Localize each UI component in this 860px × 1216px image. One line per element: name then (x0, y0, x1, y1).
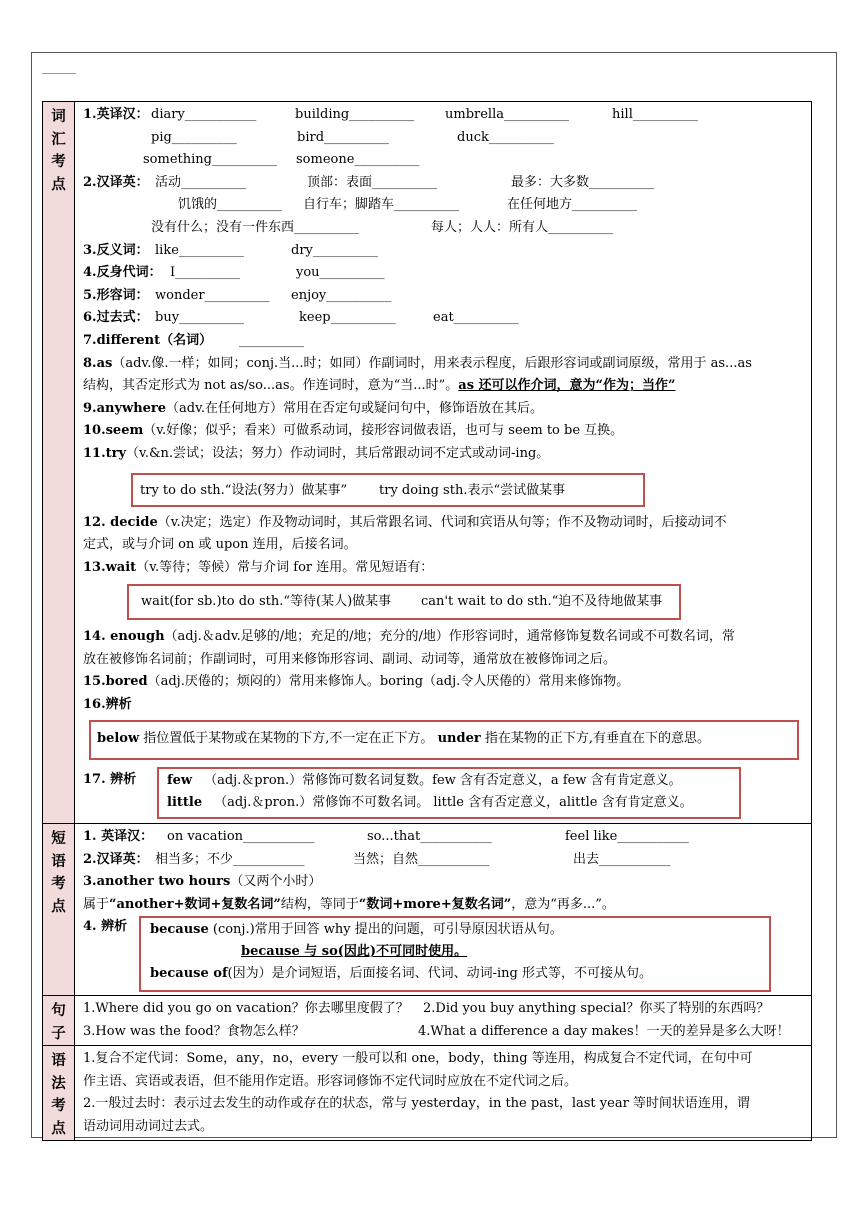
fill-blank: building__________ (295, 107, 415, 122)
box-text: try to do sth.“设法(努力）做某事” (140, 482, 348, 498)
box-text: can't wait to do sth.“迫不及待地做某事 (421, 594, 663, 610)
seem-line (83, 420, 811, 443)
header-mark (42, 73, 76, 74)
vocab-line-6 (83, 217, 811, 240)
item-text: 作主语、宾语或表语，但不能用作定语。形容词修饰不定代词时应放在不定代词之后。 (83, 1073, 578, 1089)
box-line (150, 963, 778, 985)
box-text: （adj.＆pron.）常修饰可数名词复数。few 含有否定意义，a few 含有肯定意义。 (204, 772, 682, 788)
fill-blank: 顶部：表面__________ (307, 174, 438, 190)
grammar-line-1 (83, 1048, 811, 1071)
item-heading: 14. enough (83, 629, 165, 645)
enough-line-1 (83, 626, 811, 649)
item-heading: 11.try (83, 445, 127, 461)
grammar-line-2 (83, 1071, 811, 1094)
item-text: 定式，或与介词 on 或 upon 连用，后接名词。 (83, 537, 357, 553)
item-heading: 5.形容词： (83, 287, 149, 303)
fill-blank: something__________ (143, 152, 277, 168)
bored-line (83, 671, 811, 694)
phrase-line-3 (83, 871, 811, 894)
fill-blank: umbrella__________ (445, 107, 569, 122)
label-char: 点 (51, 898, 66, 915)
decide-line-2 (83, 534, 811, 557)
emphasis-text: as 还可以作介词，意为“作为；当作” (458, 378, 676, 394)
item-heading: 3.反义词： (83, 242, 149, 258)
fill-blank: you__________ (296, 265, 385, 281)
label-char: 点 (51, 1120, 66, 1137)
item-16-line (83, 694, 811, 717)
item-text: （adj.＆adv.足够的/地；充足的/地；充分的/地）作形容词时，通常修饰复数名词或不可数名词，常 (164, 629, 735, 645)
box-keyword: few (167, 772, 193, 788)
fill-blank: 最多：大多数__________ (511, 174, 655, 190)
grammar-line-4 (83, 1116, 811, 1139)
box-text: (conj.)常用于回答 why 提出的问题，可引导原因状语从句。 (208, 922, 563, 938)
phrase-line-1 (83, 826, 811, 849)
emphasis-text: “数词+more+复数名词” (358, 896, 512, 912)
fill-blank: 饥饿的__________ (178, 197, 283, 213)
sentence-line-1 (83, 998, 811, 1021)
fill-blank: buy__________ (155, 310, 245, 326)
box-line (167, 770, 747, 792)
sentence-item: 4.What a difference a day makes！一天的差异是多么大呀！ (418, 1023, 790, 1039)
box-text: 指位置低于某物或在某物的下方,不一定在正下方。 (139, 730, 438, 746)
item-text: 属于 (83, 896, 110, 912)
fill-blank: bird__________ (297, 129, 390, 145)
item-heading: 12. decide (83, 514, 158, 530)
as-line-2 (83, 375, 811, 398)
label-char: 考 (51, 1098, 66, 1114)
item-heading: 8.as (83, 355, 113, 371)
sentence-item: 2.Did you buy anything special？你买了特别的东西吗？ (423, 1001, 770, 1016)
fill-blank: duck__________ (457, 129, 554, 145)
fill-blank: 自行车；脚踏车__________ (303, 197, 460, 213)
item-heading: 1.英译汉： (83, 107, 149, 122)
item-heading: 9.anywhere (83, 400, 167, 416)
item-text: （adv.在任何地方）常用在否定句或疑问句中，修饰语放在其后。 (166, 400, 544, 416)
fill-blank: hill__________ (612, 107, 698, 122)
item-text: 结构，其否定形式为 not as/so...as。作连词时，意为“当...时”。 (83, 378, 459, 394)
fill-blank: 相当多；不少___________ (155, 851, 305, 867)
vocab-line-8 (83, 262, 811, 285)
item-text: （v.等待；等候）常与介词 for 连用。常见短语有： (136, 559, 434, 575)
item-text: （v.&n.尝试；设法；努力）作动词时，其后常跟动词不定式或动词-ing。 (126, 445, 550, 461)
vocab-line-5 (83, 194, 811, 217)
phrase-item-4-block (83, 916, 811, 994)
item-heading: 16.辨析 (83, 697, 132, 713)
item-heading: 3.another two hours (83, 874, 231, 890)
box-line (129, 591, 679, 613)
item-heading: 4.反身代词： (83, 265, 162, 281)
fill-blank: enjoy__________ (291, 287, 392, 303)
anywhere-line (83, 398, 811, 421)
label-char: 语 (51, 1053, 66, 1069)
item-heading: 4. 辨析 (83, 919, 128, 935)
below-under-callout-box (89, 720, 799, 760)
item-text: ，意为“再多...”。 (511, 896, 615, 912)
vocab-line-4 (83, 172, 811, 195)
fill-blank: eat__________ (433, 310, 519, 326)
box-emphasis: because 与 so(因此)不可同时使用。 (241, 944, 468, 960)
item-text: 放在被修饰名词前；作副词时，可用来修饰形容词、副词、动词等，通常放在被修饰词之后。 (83, 651, 617, 667)
label-char: 汇 (51, 131, 66, 148)
item-text: （v.决定；选定）作及物动词时，其后常跟名词、代词和宾语从句等；作不及物动词时，后接动词不 (157, 514, 727, 530)
box-keyword: under (437, 730, 481, 746)
item-text: 语动词用动词过去式。 (83, 1118, 214, 1134)
fill-blank: 当然；自然___________ (353, 851, 490, 867)
label-char: 法 (51, 1075, 66, 1092)
phrase-line-4 (83, 894, 811, 917)
box-text: 指在某物的正下方,有垂直在下的意思。 (480, 730, 710, 746)
item-heading: 17. 辨析 (83, 771, 137, 787)
item-heading: 1. 英译汉： (83, 829, 154, 844)
as-line-1 (83, 353, 811, 376)
box-line (97, 728, 803, 750)
box-keyword: below (97, 730, 140, 746)
sentence-item: 1.Where did you go on vacation？你去哪里度假了？ (83, 1001, 409, 1016)
box-text: wait(for sb.)to do sth.“等待(某人)做某事 (141, 594, 392, 610)
vocab-line-3 (83, 149, 811, 172)
label-char: 句 (51, 1003, 66, 1019)
box-text: (因为）是介词短语，后面接名词、代词、动词-ing 形式等，不可接从句。 (227, 966, 652, 982)
item-heading: 15.bored (83, 674, 148, 690)
fill-blank: on vacation___________ (167, 829, 315, 844)
box-keyword: because of (150, 966, 228, 982)
item-text: （adv.像.一样；如同；conj.当...时；如同）作副词时，用来表示程度，后跟形容词或副词原级，常用于 as...as (112, 355, 752, 371)
box-line (133, 480, 643, 502)
wait-callout-box (127, 584, 681, 620)
item-heading: 2.汉译英： (83, 174, 149, 190)
fill-blank: diary___________ (151, 107, 257, 122)
box-text: try doing sth.表示“尝试做某事 (379, 482, 566, 498)
label-char: 子 (51, 1025, 66, 1042)
vocab-line-2 (83, 127, 811, 150)
fill-blank: so...that___________ (367, 829, 492, 844)
grammar-line-3 (83, 1093, 811, 1116)
label-char: 语 (51, 853, 66, 870)
item-text: （v.好像；似乎；看来）可做系动词，接形容词做表语，也可与 seem to be 互换。 (143, 423, 624, 439)
label-char: 短 (51, 831, 66, 847)
sentence-item: 3.How was the food？食物怎么样？ (83, 1023, 305, 1039)
fill-blank: feel like___________ (565, 829, 689, 844)
fill-blank: like__________ (155, 242, 244, 258)
vocab-content (75, 102, 812, 824)
item-heading: 13.wait (83, 559, 137, 575)
vocab-line-9 (83, 285, 811, 308)
phrase-content (75, 824, 812, 996)
item-text: （又两个小时） (230, 874, 322, 890)
item-text: （adj.厌倦的；烦闷的）常用来修饰人。boring（adj.令人厌倦的）常用来修饰物。 (147, 674, 630, 690)
box-line (150, 919, 778, 941)
because-callout-box (139, 916, 771, 992)
box-text: （adj.＆pron.）常修饰不可数名词。 little 含有否定意义，alittle 含有肯定意义。 (214, 794, 693, 810)
box-keyword: little (167, 794, 203, 810)
item-text: 2.一般过去时：表示过去发生的动作或存在的状态，常与 yesterday，in the past，last year 等时间状语连用，谓 (83, 1096, 750, 1112)
fill-blank: 没有什么；没有一件东西__________ (151, 219, 360, 235)
fill-blank: 在任何地方__________ (507, 197, 638, 213)
section-label-grammar (43, 1046, 75, 1141)
box-line (167, 792, 747, 814)
fill-blank: 活动__________ (155, 174, 247, 190)
decide-line-1 (83, 512, 811, 535)
few-little-callout-box (157, 767, 741, 819)
item-heading: 10.seem (83, 423, 144, 439)
vocab-line-11 (83, 330, 811, 353)
label-char: 考 (51, 876, 66, 892)
vocab-line-1 (83, 104, 811, 127)
section-label-phrase (43, 824, 75, 996)
try-callout-box (131, 473, 645, 507)
box-keyword: because (150, 922, 209, 938)
worksheet-table (42, 101, 812, 1141)
grammar-content (75, 1046, 812, 1141)
section-label-sentence (43, 996, 75, 1046)
wait-line (83, 557, 811, 580)
item-heading: 7.different（名词） (83, 332, 213, 348)
vocab-line-7 (83, 240, 811, 263)
section-label-vocab (43, 102, 75, 824)
fill-blank: I__________ (170, 265, 241, 281)
item-heading: 6.过去式： (83, 310, 149, 326)
item-17-block (83, 767, 811, 821)
fill-blank: someone__________ (296, 152, 420, 168)
fill-blank: 出去___________ (573, 851, 671, 867)
enough-line-2 (83, 649, 811, 672)
fill-blank: dry__________ (291, 242, 378, 258)
box-line (241, 941, 860, 963)
phrase-line-2 (83, 849, 811, 872)
label-char: 词 (51, 109, 66, 125)
label-char: 点 (51, 176, 66, 193)
vocab-line-10 (83, 307, 811, 330)
try-line (83, 443, 811, 466)
emphasis-text: “another+数词+复数名词” (109, 896, 281, 912)
fill-blank: keep__________ (299, 310, 396, 326)
fill-blank: wonder__________ (155, 287, 270, 303)
fill-blank: __________ (239, 332, 304, 348)
fill-blank: pig__________ (151, 129, 237, 145)
item-text: 结构，等同于 (280, 896, 359, 912)
sentence-line-2 (83, 1021, 811, 1044)
sentence-content (75, 996, 812, 1046)
fill-blank: 每人；人人：所有人__________ (431, 219, 614, 235)
item-heading: 2.汉译英： (83, 851, 149, 867)
label-char: 考 (51, 154, 66, 170)
item-text: 1.复合不定代词：Some，any，no，every 一般可以和 one，body，thing 等连用，构成复合不定代词，在句中可 (83, 1051, 753, 1066)
